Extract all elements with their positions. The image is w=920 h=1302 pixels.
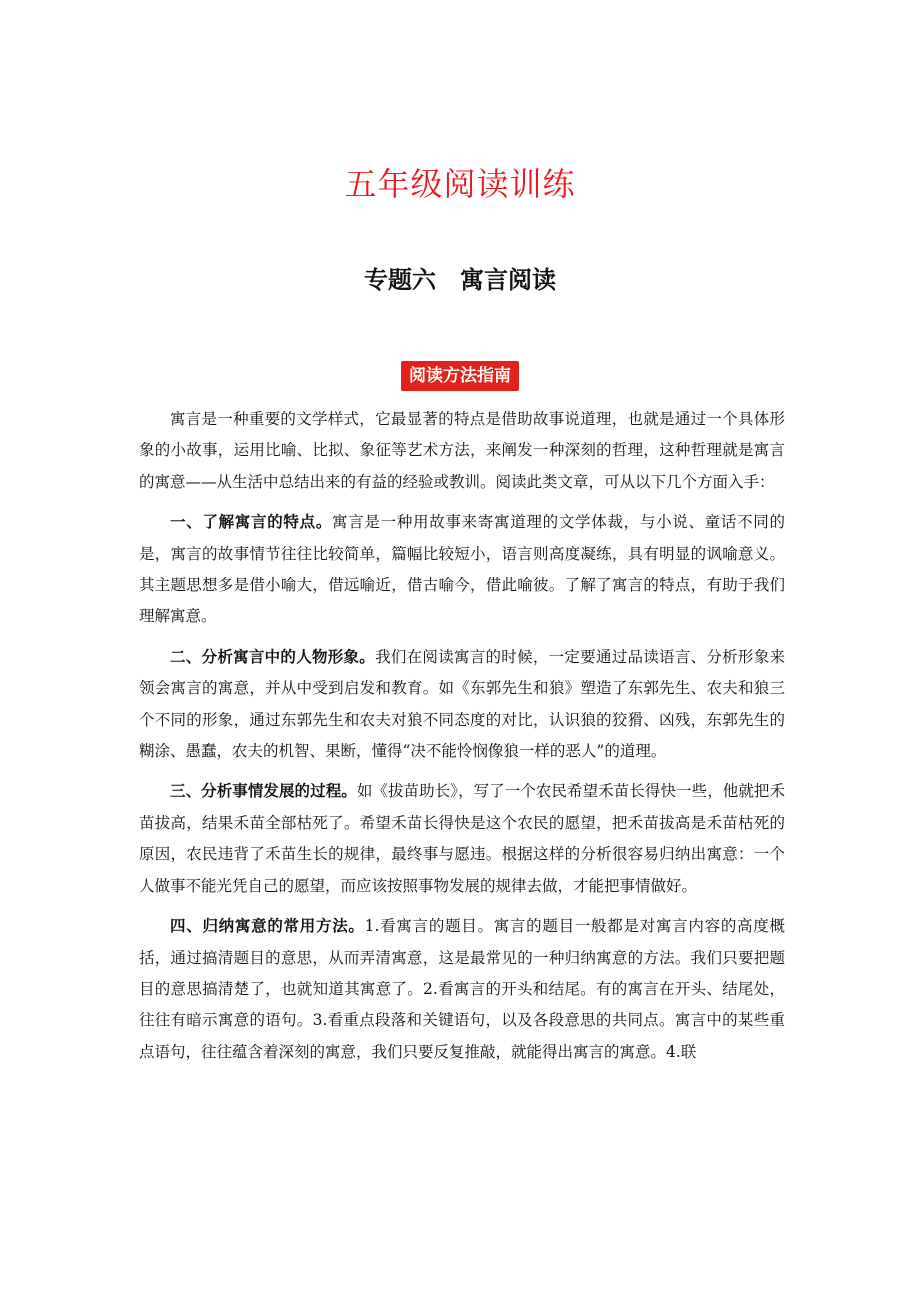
page-title: 五年级阅读训练: [344, 165, 576, 203]
article-body: [139, 404, 785, 1077]
intro-paragraph: 寓言是一种重要的文学样式，它最显著的特点是借助故事说道理，也就是通过一个具体形象的小故事，运用比喻、比拟、象征等艺术方法，来阐发一种深刻的哲理，这种哲理就是寓言的寓意——从生活中总结出来的有益的经验或教训。阅读此类文章，可从以下几个方面入手：: [139, 410, 785, 491]
point-heading-4: 四、归纳寓意的常用方法。: [170, 917, 365, 936]
point-text-2: 我们在阅读寓言的时候，一定要通过品读语言、分析形象来领会寓言的寓意，并从中受到启发和教育。如《东郭先生和狼》塑造了东郭先生、农夫和狼三个不同的形象，通过东郭先生和农夫对狼不同态度的对比，认识狼的狡猾、凶残，东郭先生的糊涂、愚蠢，农夫的机智、果断，懂得“决不能怜悯像狼一样的恶人”的道理。: [139, 647, 785, 761]
section-badge-wrapper: [0, 361, 920, 391]
point-heading-3: 三、分析事情发展的过程。: [170, 782, 357, 801]
point-heading-2: 二、分析寓言中的人物形象。: [170, 647, 376, 666]
point-paragraph-4: [139, 911, 785, 1068]
point-paragraph-2: [139, 642, 785, 768]
point-heading-1: 一、了解寓言的特点。: [170, 513, 333, 532]
point-text-4: 1.看寓言的题目。寓言的题目一般都是对寓言内容的高度概括，通过搞清题目的意思，从而弄清寓意，这是最常见的一种归纳寓意的方法。我们只要把题目的意思搞清楚了，也就知道其寓意了。2.看寓言的开头和结尾。有的寓言在开头、结尾处，往往有暗示寓意的语句。3.看重点段落和关键语句，以及各段意思的共同点。寓言中的某些重点语句，往往蕴含着深刻的寓意，我们只要反复推敲，就能得出寓言的寓意。4.联: [139, 917, 785, 1061]
point-paragraph-1: [139, 507, 785, 633]
section-badge: 阅读方法指南: [401, 361, 519, 391]
point-text-1: 寓言是一种用故事来寄寓道理的文学体裁，与小说、童话不同的是，寓言的故事情节往往比较简单，篇幅比较短小，语言则高度凝练，具有明显的讽喻意义。其主题思想多是借小喻大，借远喻近，借古喻今，借此喻彼。了解了寓言的特点，有助于我们理解寓意。: [139, 513, 785, 626]
point-paragraph-3: [139, 776, 785, 902]
point-text-3: 如《拔苗助长》，写了一个农民希望禾苗长得快一些，他就把禾苗拔高，结果禾苗全部枯死了。希望禾苗长得快是这个农民的愿望，把禾苗拔高是禾苗枯死的原因，农民违背了禾苗生长的规律，最终事与愿违。根据这样的分析很容易归纳出寓意：一个人做事不能光凭自己的愿望，而应该按照事物发展的规律去做，才能把事情做好。: [139, 782, 785, 895]
topic-subtitle: 专题六 寓言阅读: [364, 266, 556, 294]
